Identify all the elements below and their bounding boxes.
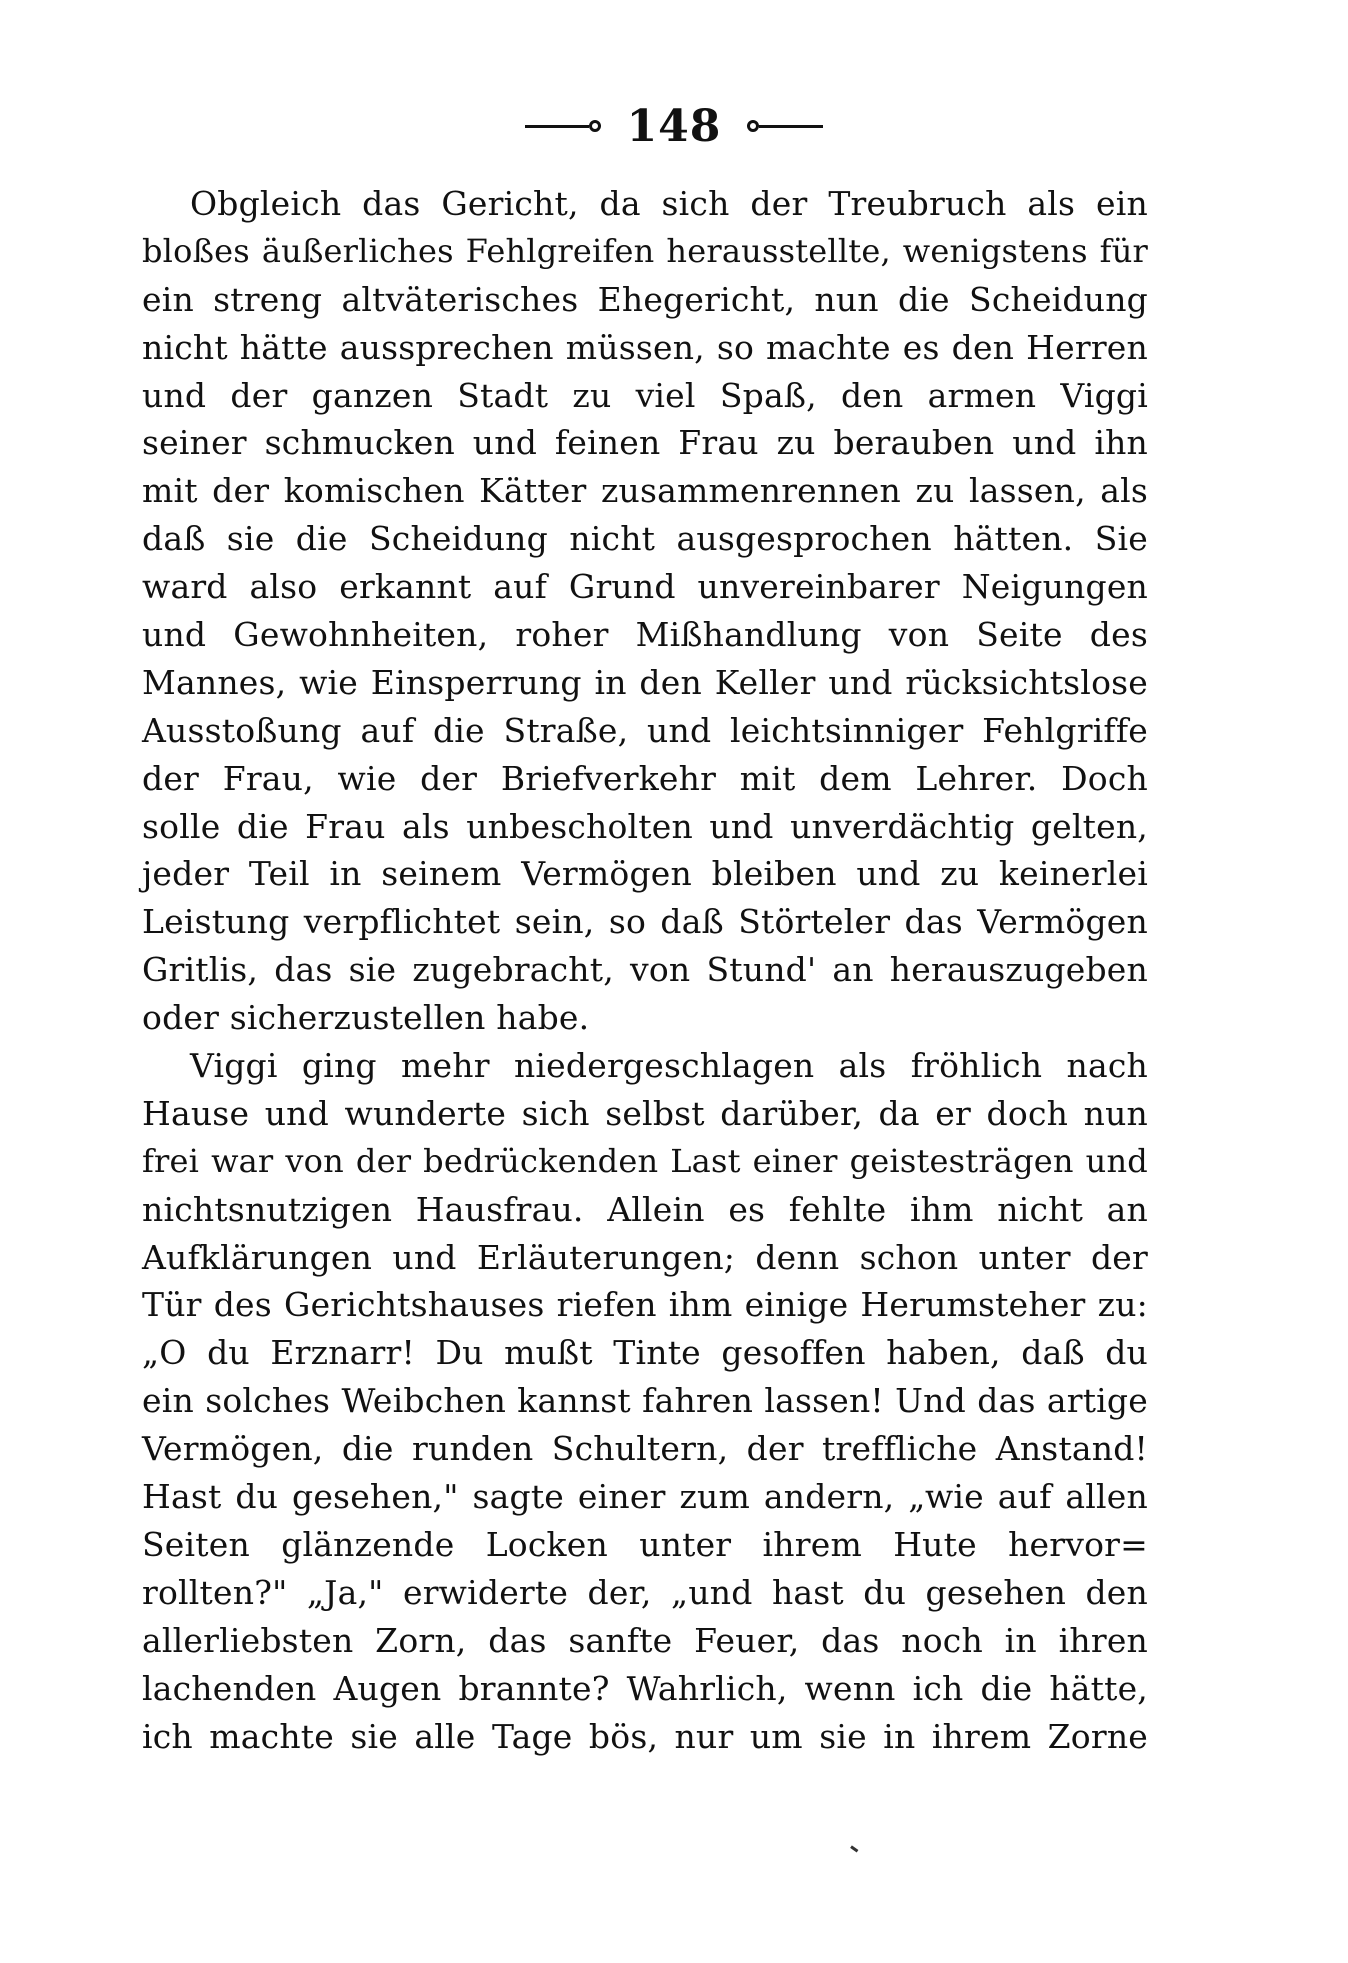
- right-ornament: [747, 120, 823, 132]
- ornament-line: [759, 125, 823, 128]
- text-line: Viggi ging mehr niedergeschlagen als fröhlich nach: [190, 1046, 1148, 1086]
- text-line: „O du Erznarr! Du mußt Tinte gesoffen haben, daß du: [142, 1333, 1148, 1373]
- text-line: ein solches Weibchen kannst fahren lassen! Und das artige: [142, 1381, 1148, 1421]
- text-line: daß sie die Scheidung nicht ausgesprochen hätten. Sie: [142, 519, 1148, 559]
- text-line: Obgleich das Gericht, da sich der Treubruch als ein: [190, 184, 1148, 223]
- ornament-line: [525, 125, 589, 128]
- ornament-circle: [589, 120, 601, 132]
- text-line: frei war von der bedrückenden Last einer geistesträgen und: [142, 1141, 1148, 1180]
- text-line: oder sicherzustellen habe.: [142, 998, 590, 1038]
- ornament-circle: [747, 120, 759, 132]
- text-line: mit der komischen Kätter zusammenrennen zu lassen, als: [142, 471, 1148, 511]
- text-line: seiner schmucken und feinen Frau zu berauben und ihn: [142, 423, 1148, 463]
- text-line: jeder Teil in seinem Vermögen bleiben und zu keinerlei: [142, 854, 1148, 894]
- text-line: Seiten glänzende Locken unter ihrem Hute hervor=: [142, 1524, 1148, 1564]
- text-line: nicht hätte aussprechen müssen, so machte es den Herren: [142, 327, 1148, 367]
- text-line: Gritlis, das sie zugebracht, von Stund' an herauszugeben: [142, 950, 1148, 990]
- text-line: lachenden Augen brannte? Wahrlich, wenn ich die hätte,: [142, 1668, 1148, 1708]
- text-line: Ausstoßung auf die Straße, und leichtsinniger Fehlgriffe: [142, 710, 1148, 750]
- text-line: ward also erkannt auf Grund unvereinbarer Neigungen: [142, 567, 1148, 607]
- body-text: [142, 180, 1148, 1760]
- page-number: 148: [626, 100, 722, 152]
- text-line: Hause und wunderte sich selbst darüber, da er doch nun: [142, 1093, 1148, 1133]
- text-line: und der ganzen Stadt zu viel Spaß, den armen Viggi: [142, 375, 1148, 415]
- text-line: Mannes, wie Einsperrung in den Keller und rücksichtslose: [142, 662, 1148, 702]
- text-line: ein streng altväterisches Ehegericht, nun die Scheidung: [142, 279, 1148, 319]
- text-line: Tür des Gerichtshauses riefen ihm einige Herumsteher zu:: [142, 1285, 1148, 1325]
- text-line: Aufklärungen und Erläuterungen; denn schon unter der: [142, 1237, 1148, 1277]
- left-ornament: [525, 120, 601, 132]
- text-line: Vermögen, die runden Schultern, der treffliche Anstand!: [142, 1429, 1148, 1469]
- text-line: rollten?" „Ja," erwiderte der, „und hast du gesehen den: [142, 1572, 1148, 1612]
- text-line: und Gewohnheiten, roher Mißhandlung von Seite des: [142, 615, 1148, 655]
- text-line: solle die Frau als unbescholten und unverdächtig gelten,: [142, 806, 1148, 846]
- text-line: Hast du gesehen," sagte einer zum andern, „wie auf allen: [142, 1477, 1148, 1517]
- page-header: [0, 96, 1348, 156]
- text-line: ich machte sie alle Tage bös, nur um sie in ihrem Zorne: [142, 1716, 1148, 1756]
- text-line: nichtsnutzigen Hausfrau. Allein es fehlte ihm nicht an: [142, 1189, 1148, 1229]
- text-line: der Frau, wie der Briefverkehr mit dem Lehrer. Doch: [142, 758, 1148, 798]
- stray-ink-mark: [850, 1841, 862, 1853]
- text-line: Leistung verpflichtet sein, so daß Störteler das Vermögen: [142, 902, 1148, 942]
- text-line: bloßes äußerliches Fehlgreifen herausstellte, wenigstens für: [142, 231, 1148, 270]
- text-line: allerliebsten Zorn, das sanfte Feuer, das noch in ihren: [142, 1620, 1148, 1660]
